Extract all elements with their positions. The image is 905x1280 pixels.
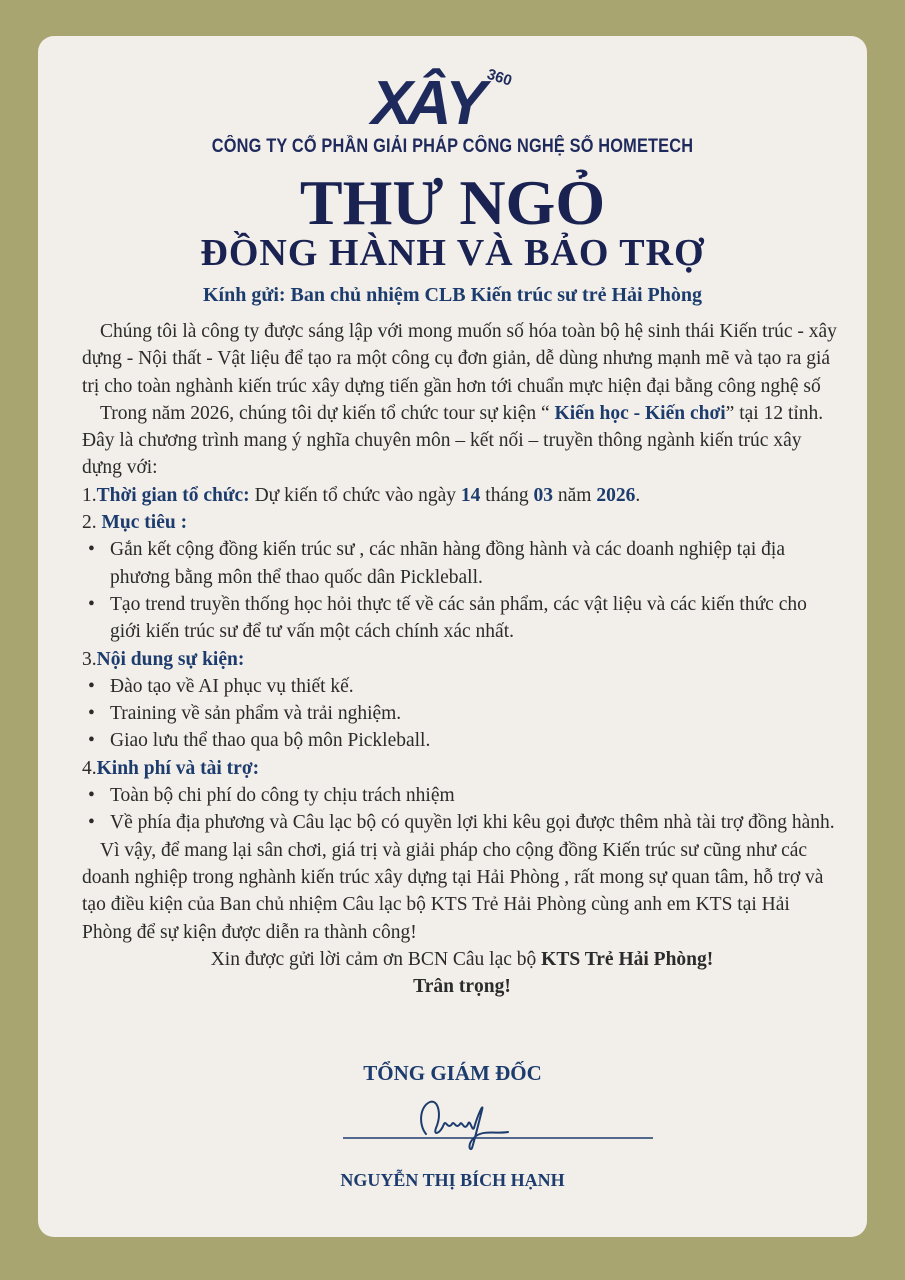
- letter-subtitle: ĐỒNG HÀNH VÀ BẢO TRỢ: [200, 232, 705, 274]
- list-item: • Toàn bộ chi phí do công ty chịu trách nhiệm: [82, 782, 842, 809]
- section-time-label: Thời gian tổ chức:: [96, 484, 250, 506]
- recipient-line: Kính gửi: Ban chủ nhiệm CLB Kiến trúc sư trẻ Hải Phòng: [202, 284, 703, 306]
- section-funding-label: Kinh phí và tài trợ:: [96, 757, 260, 779]
- list-item: • Tạo trend truyền thống học hỏi thực tế về các sản phẩm, các vật liệu và các kiến thức cho giới kiến trúc sư để tư vấn một cách chính xác nhất.: [82, 591, 842, 646]
- thanks-line: Xin được gửi lời cảm ơn BCN Câu lạc bộ KTS Trẻ Hải Phòng!: [210, 948, 714, 970]
- section-content-label: Nội dung sự kiện:: [96, 648, 245, 670]
- logo-sup: 360: [484, 65, 514, 90]
- company-name: CÔNG TY CỔ PHẦN GIẢI PHÁP CÔNG NGHỆ SỐ HOMETECH: [211, 136, 694, 157]
- regards-line: Trân trọng!: [413, 976, 511, 998]
- event-paragraph: Trong năm 2026, chúng tôi dự kiến tổ chức tour sự kiện “ Kiến học - Kiến chơi” tại 12 tỉnh. Đây là chương trình mang ý nghĩa chuyên môn – kết nối – truyền thông ngành kiến trúc xây dựng với:: [82, 402, 824, 479]
- section-goals: 2. Mục tiêu :: [82, 512, 188, 534]
- section-time: 1.Thời gian tổ chức: Dự kiến tổ chức vào ngày 14 tháng 03 năm 2026.: [82, 484, 641, 506]
- letter-body: [82, 318, 842, 1000]
- signer-title: TỔNG GIÁM ĐỐC: [363, 1061, 542, 1085]
- section-funding: 4.Kinh phí và tài trợ:: [82, 757, 260, 779]
- section-goals-label: Mục tiêu :: [101, 512, 188, 534]
- intro-paragraph: Chúng tôi là công ty được sáng lập với mong muốn số hóa toàn bộ hệ sinh thái Kiến trúc - xây dựng - Nội thất - Vật liệu để tạo ra một công cụ đơn giản, dễ dùng nhưng mạnh mẽ và tạo ra giá trị cho toàn nghành kiến trúc xây dựng tiến gần hơn tới chuẩn mực hiện đại bằng công nghệ số: [82, 321, 837, 397]
- closing-paragraph: Vì vậy, để mang lại sân chơi, giá trị và giải pháp cho cộng đồng Kiến trúc sư cũng như các doanh nghiệp trong nghành kiến trúc xây dựng tại Hải Phòng , rất mong sự quan tâm, hỗ trợ và tạo điều kiện của Ban chủ nhiệm Câu lạc bộ KTS Trẻ Hải Phòng cùng anh em KTS tại Hải Phòng để sự kiện được diễn ra thành công!: [82, 839, 824, 943]
- signer-name: NGUYỄN THỊ BÍCH HẠNH: [340, 1170, 565, 1190]
- list-item: • Training về sản phẩm và trải nghiệm.: [82, 700, 842, 727]
- list-item: • Đào tạo về AI phục vụ thiết kế.: [82, 673, 842, 700]
- letter-card: [38, 36, 867, 1237]
- section-content: 3.Nội dung sự kiện:: [82, 648, 245, 670]
- list-item: • Gắn kết cộng đồng kiến trúc sư , các nhãn hàng đồng hành và các doanh nghiệp tại địa phương bằng môn thể thao quốc dân Pickleball.: [82, 536, 842, 591]
- signature: [338, 1094, 668, 1159]
- letter-title: THƯ NGỎ: [299, 167, 606, 238]
- logo-text: XÂY: [370, 69, 481, 138]
- list-item: • Giao lưu thể thao qua bộ môn Pickleball.: [82, 727, 842, 754]
- list-item: • Về phía địa phương và Câu lạc bộ có quyền lợi khi kêu gọi được thêm nhà tài trợ đồng hành.: [82, 809, 842, 836]
- event-name: Kiến học - Kiến chơi: [554, 402, 726, 424]
- company-logo: [38, 62, 867, 142]
